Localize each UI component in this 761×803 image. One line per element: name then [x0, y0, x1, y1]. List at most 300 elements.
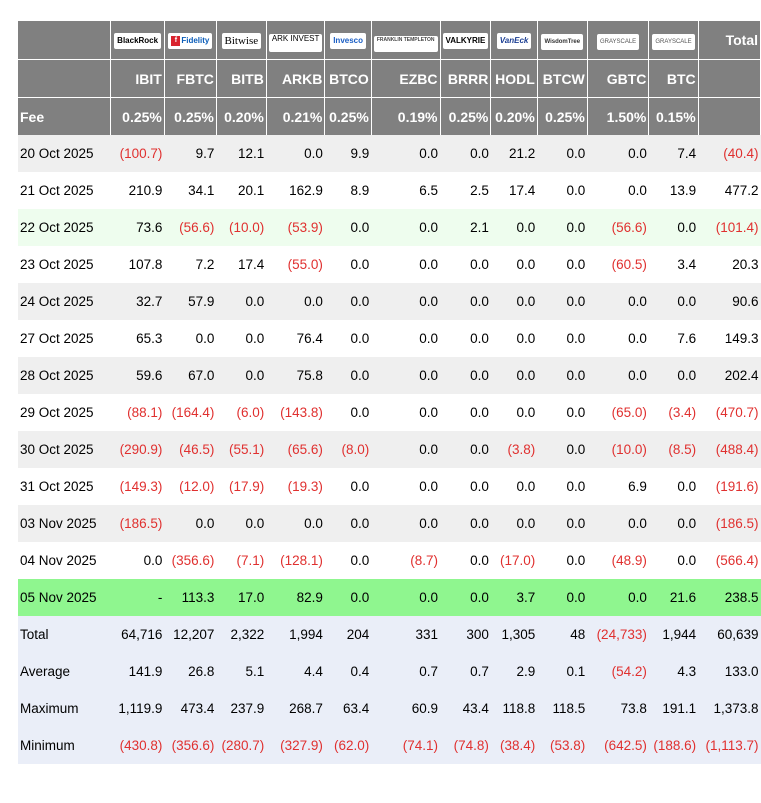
flow-value-cell: 0.0: [164, 505, 216, 542]
etf-flow-table-container: [18, 21, 761, 764]
summary-value-cell: (54.2): [587, 653, 649, 690]
flow-value-cell: 0.0: [537, 135, 587, 172]
summary-value-cell: 73.8: [587, 690, 649, 727]
date-cell: 23 Oct 2025: [18, 246, 111, 283]
flow-value-cell: (100.7): [111, 135, 164, 172]
flow-value-cell: 0.0: [325, 246, 371, 283]
summary-value-cell: (280.7): [216, 727, 266, 764]
fee-cell: 0.19%: [371, 98, 440, 136]
flow-value-cell: 162.9: [266, 172, 325, 209]
fee-cell: 0.20%: [491, 98, 537, 136]
flow-value-cell: 0.0: [371, 135, 440, 172]
flow-value-cell: 0.0: [649, 542, 698, 579]
summary-value-cell: 1,119.9: [111, 690, 164, 727]
row-total-cell: 90.6: [698, 283, 760, 320]
corner-cell: [18, 21, 111, 60]
table-row: [18, 246, 761, 283]
flow-value-cell: 73.6: [111, 209, 164, 246]
row-total-cell: (40.4): [698, 135, 760, 172]
summary-value-cell: 118.5: [537, 690, 587, 727]
flow-value-cell: (55.1): [216, 431, 266, 468]
date-cell: 03 Nov 2025: [18, 505, 111, 542]
flow-value-cell: 0.0: [491, 320, 537, 357]
flow-value-cell: 0.0: [537, 394, 587, 431]
flow-value-cell: 0.0: [371, 394, 440, 431]
flow-value-cell: (8.5): [649, 431, 698, 468]
fee-cell: 0.15%: [649, 98, 698, 136]
flow-value-cell: 9.9: [325, 135, 371, 172]
flow-value-cell: 210.9: [111, 172, 164, 209]
summary-total-cell: 1,373.8: [698, 690, 760, 727]
fee-row: [18, 98, 761, 136]
flow-value-cell: (65.6): [266, 431, 325, 468]
grayscale-logo: [652, 34, 694, 50]
summary-value-cell: 1,305: [491, 616, 537, 653]
flow-value-cell: 0.0: [216, 357, 266, 394]
flow-value-cell: 8.9: [325, 172, 371, 209]
flow-value-cell: 59.6: [111, 357, 164, 394]
flow-value-cell: 0.0: [587, 283, 649, 320]
table-body: [18, 21, 761, 764]
flow-value-cell: 0.0: [491, 209, 537, 246]
fidelity-box-icon: f: [171, 36, 180, 46]
flow-value-cell: (88.1): [111, 394, 164, 431]
issuer-logo-text: FRANKLIN TEMPLETON: [376, 36, 435, 43]
flow-value-cell: 0.0: [649, 209, 698, 246]
flow-value-cell: 0.0: [491, 246, 537, 283]
flow-value-cell: 0.0: [537, 468, 587, 505]
summary-value-cell: 26.8: [164, 653, 216, 690]
row-total-cell: 149.3: [698, 320, 760, 357]
bitwise-logo: [222, 33, 262, 49]
flow-value-cell: 0.0: [325, 209, 371, 246]
summary-value-cell: 4.3: [649, 653, 698, 690]
flow-value-cell: (128.1): [266, 542, 325, 579]
flow-value-cell: (8.0): [325, 431, 371, 468]
summary-value-cell: (24,733): [587, 616, 649, 653]
flow-value-cell: 0.0: [266, 135, 325, 172]
row-total-cell: (191.6): [698, 468, 760, 505]
table-row: [18, 579, 761, 616]
row-total-cell: 238.5: [698, 579, 760, 616]
row-total-cell: (470.7): [698, 394, 760, 431]
flow-value-cell: 0.0: [440, 505, 491, 542]
summary-label-cell: Minimum: [18, 727, 111, 764]
summary-value-cell: 1,944: [649, 616, 698, 653]
flow-value-cell: (143.8): [266, 394, 325, 431]
flow-value-cell: 13.9: [649, 172, 698, 209]
total-header: Total: [698, 21, 760, 60]
flow-value-cell: 0.0: [587, 505, 649, 542]
table-row: [18, 172, 761, 209]
summary-row: [18, 727, 761, 764]
date-cell: 30 Oct 2025: [18, 431, 111, 468]
flow-value-cell: 82.9: [266, 579, 325, 616]
summary-value-cell: 0.4: [325, 653, 371, 690]
table-row: [18, 209, 761, 246]
ticker-cell: FBTC: [164, 60, 216, 98]
date-cell: 29 Oct 2025: [18, 394, 111, 431]
date-cell: 22 Oct 2025: [18, 209, 111, 246]
summary-value-cell: 331: [371, 616, 440, 653]
summary-value-cell: 5.1: [216, 653, 266, 690]
flow-value-cell: 0.0: [371, 468, 440, 505]
flow-value-cell: 0.0: [537, 431, 587, 468]
flow-value-cell: 113.3: [164, 579, 216, 616]
summary-value-cell: 191.1: [649, 690, 698, 727]
row-total-cell: (186.5): [698, 505, 760, 542]
fee-cell: 1.50%: [587, 98, 649, 136]
summary-value-cell: 4.4: [266, 653, 325, 690]
flow-value-cell: 0.0: [325, 394, 371, 431]
table-row: [18, 431, 761, 468]
flow-value-cell: 0.0: [440, 246, 491, 283]
flow-value-cell: 0.0: [491, 394, 537, 431]
issuer-logo-cell: [491, 21, 537, 60]
flow-value-cell: (3.8): [491, 431, 537, 468]
ticker-label-cell: [18, 60, 111, 98]
flow-value-cell: 0.0: [325, 320, 371, 357]
flow-value-cell: 9.7: [164, 135, 216, 172]
summary-total-cell: 60,639: [698, 616, 760, 653]
flow-value-cell: 0.0: [325, 579, 371, 616]
issuer-logo-text: GRAYSCALE: [655, 38, 692, 45]
summary-value-cell: (53.8): [537, 727, 587, 764]
ticker-cell: BTCW: [537, 60, 587, 98]
flow-value-cell: 0.0: [537, 209, 587, 246]
summary-value-cell: 1,994: [266, 616, 325, 653]
grayscale-logo: [597, 34, 639, 50]
flow-value-cell: 0.0: [371, 209, 440, 246]
flow-value-cell: 17.0: [216, 579, 266, 616]
summary-value-cell: (38.4): [491, 727, 537, 764]
issuer-logo-cell: [164, 21, 216, 60]
flow-value-cell: 0.0: [537, 542, 587, 579]
flow-value-cell: 75.8: [266, 357, 325, 394]
summary-value-cell: (74.1): [371, 727, 440, 764]
flow-value-cell: 0.0: [325, 357, 371, 394]
franklin-templeton-logo: [374, 36, 438, 52]
flow-value-cell: 107.8: [111, 246, 164, 283]
valkyrie-logo: [443, 33, 489, 49]
summary-value-cell: (74.8): [440, 727, 491, 764]
flow-value-cell: (55.0): [266, 246, 325, 283]
flow-value-cell: (3.4): [649, 394, 698, 431]
summary-value-cell: 204: [325, 616, 371, 653]
blackrock-logo: [114, 33, 161, 49]
summary-value-cell: 64,716: [111, 616, 164, 653]
flow-value-cell: 0.0: [587, 172, 649, 209]
date-cell: 28 Oct 2025: [18, 357, 111, 394]
flow-value-cell: 0.0: [440, 394, 491, 431]
summary-row: [18, 690, 761, 727]
flow-value-cell: 0.0: [537, 172, 587, 209]
flow-value-cell: 0.0: [325, 468, 371, 505]
summary-value-cell: (642.5): [587, 727, 649, 764]
flow-value-cell: 0.0: [440, 320, 491, 357]
invesco-logo: [330, 33, 366, 49]
flow-value-cell: 0.0: [440, 283, 491, 320]
flow-value-cell: 0.0: [216, 283, 266, 320]
summary-total-cell: (1,113.7): [698, 727, 760, 764]
ticker-cell: IBIT: [111, 60, 164, 98]
flow-value-cell: 0.0: [371, 431, 440, 468]
flow-value-cell: 0.0: [371, 246, 440, 283]
row-total-cell: (101.4): [698, 209, 760, 246]
flow-value-cell: 34.1: [164, 172, 216, 209]
issuer-logo-text: Invesco: [333, 36, 363, 45]
table-row: [18, 283, 761, 320]
flow-value-cell: (48.9): [587, 542, 649, 579]
flow-value-cell: 0.0: [537, 579, 587, 616]
flow-value-cell: 0.0: [587, 579, 649, 616]
issuer-logo-row: [18, 21, 761, 60]
flow-value-cell: 0.0: [440, 431, 491, 468]
vaneck-logo: [497, 33, 532, 49]
flow-value-cell: (56.6): [587, 209, 649, 246]
wisdomtree-logo: [541, 34, 583, 50]
flow-value-cell: 0.0: [537, 320, 587, 357]
issuer-logo-text: Bitwise: [224, 34, 259, 47]
date-cell: 31 Oct 2025: [18, 468, 111, 505]
flow-value-cell: (290.9): [111, 431, 164, 468]
fee-total-cell: [698, 98, 760, 136]
fee-label: Fee: [18, 98, 111, 136]
flow-value-cell: 0.0: [371, 283, 440, 320]
flow-value-cell: 0.0: [491, 357, 537, 394]
ark-invest-logo: [269, 34, 323, 52]
table-row: [18, 394, 761, 431]
summary-value-cell: 268.7: [266, 690, 325, 727]
summary-value-cell: 473.4: [164, 690, 216, 727]
flow-value-cell: (8.7): [371, 542, 440, 579]
flow-value-cell: 2.5: [440, 172, 491, 209]
flow-value-cell: 0.0: [440, 579, 491, 616]
issuer-logo-cell: [111, 21, 164, 60]
flow-value-cell: (17.0): [491, 542, 537, 579]
date-cell: 24 Oct 2025: [18, 283, 111, 320]
summary-value-cell: (356.6): [164, 727, 216, 764]
issuer-logo-text: VALKYRIE: [445, 36, 486, 45]
ticker-cell: HODL: [491, 60, 537, 98]
flow-value-cell: 65.3: [111, 320, 164, 357]
flow-value-cell: 0.0: [649, 357, 698, 394]
flow-value-cell: 0.0: [440, 468, 491, 505]
flow-value-cell: 20.1: [216, 172, 266, 209]
flow-value-cell: 0.0: [649, 468, 698, 505]
summary-value-cell: 63.4: [325, 690, 371, 727]
fidelity-logo: [168, 33, 212, 49]
summary-value-cell: 12,207: [164, 616, 216, 653]
summary-value-cell: 237.9: [216, 690, 266, 727]
flow-value-cell: 0.0: [587, 357, 649, 394]
issuer-logo-text: VanEck: [499, 36, 529, 45]
table-row: [18, 320, 761, 357]
summary-value-cell: 2,322: [216, 616, 266, 653]
fee-cell: 0.25%: [440, 98, 491, 136]
flow-value-cell: 0.0: [371, 320, 440, 357]
flow-value-cell: 0.0: [537, 505, 587, 542]
flow-value-cell: (53.9): [266, 209, 325, 246]
date-cell: 20 Oct 2025: [18, 135, 111, 172]
ticker-cell: BTCO: [325, 60, 371, 98]
issuer-logo-text: Fidelity: [181, 36, 210, 45]
date-cell: 04 Nov 2025: [18, 542, 111, 579]
ticker-cell: GBTC: [587, 60, 649, 98]
issuer-logo-cell: [649, 21, 698, 60]
flow-value-cell: 17.4: [491, 172, 537, 209]
flow-value-cell: 0.0: [440, 135, 491, 172]
flow-value-cell: 0.0: [111, 542, 164, 579]
summary-value-cell: 60.9: [371, 690, 440, 727]
flow-value-cell: 0.0: [266, 505, 325, 542]
issuer-logo-text: GRAYSCALE: [599, 38, 637, 45]
row-total-cell: (566.4): [698, 542, 760, 579]
summary-label-cell: Total: [18, 616, 111, 653]
flow-value-cell: 0.0: [164, 320, 216, 357]
fee-cell: 0.25%: [111, 98, 164, 136]
flow-value-cell: 0.0: [491, 283, 537, 320]
flow-value-cell: 0.0: [649, 505, 698, 542]
flow-value-cell: (60.5): [587, 246, 649, 283]
issuer-logo-cell: [371, 21, 440, 60]
ticker-cell: EZBC: [371, 60, 440, 98]
flow-value-cell: 76.4: [266, 320, 325, 357]
issuer-logo-cell: [587, 21, 649, 60]
flow-value-cell: 7.4: [649, 135, 698, 172]
row-total-cell: 20.3: [698, 246, 760, 283]
summary-value-cell: (62.0): [325, 727, 371, 764]
flow-value-cell: 0.0: [266, 283, 325, 320]
table-row: [18, 542, 761, 579]
flow-value-cell: (12.0): [164, 468, 216, 505]
issuer-logo-cell: [266, 21, 325, 60]
flow-value-cell: 0.0: [491, 468, 537, 505]
flow-value-cell: 0.0: [440, 357, 491, 394]
flow-value-cell: 6.9: [587, 468, 649, 505]
date-cell: 27 Oct 2025: [18, 320, 111, 357]
summary-row: [18, 653, 761, 690]
summary-total-cell: 133.0: [698, 653, 760, 690]
flow-value-cell: 0.0: [537, 246, 587, 283]
summary-value-cell: 43.4: [440, 690, 491, 727]
flow-value-cell: 0.0: [371, 505, 440, 542]
summary-value-cell: 0.1: [537, 653, 587, 690]
summary-row: [18, 616, 761, 653]
flow-value-cell: (164.4): [164, 394, 216, 431]
issuer-logo-cell: [216, 21, 266, 60]
flow-value-cell: 17.4: [216, 246, 266, 283]
table-row: [18, 505, 761, 542]
ticker-cell: BRRR: [440, 60, 491, 98]
flow-value-cell: 2.1: [440, 209, 491, 246]
summary-value-cell: 118.8: [491, 690, 537, 727]
flow-value-cell: (65.0): [587, 394, 649, 431]
bitcoin-etf-flows-table: [18, 21, 761, 764]
fee-cell: 0.25%: [164, 98, 216, 136]
fee-cell: 0.21%: [266, 98, 325, 136]
flow-value-cell: 0.0: [440, 542, 491, 579]
ticker-cell: BITB: [216, 60, 266, 98]
summary-label-cell: Average: [18, 653, 111, 690]
date-cell: 05 Nov 2025: [18, 579, 111, 616]
issuer-logo-cell: [537, 21, 587, 60]
flow-value-cell: (10.0): [216, 209, 266, 246]
summary-value-cell: 0.7: [440, 653, 491, 690]
flow-value-cell: 0.0: [537, 357, 587, 394]
issuer-logo-text: WisdomTree: [544, 38, 581, 45]
summary-value-cell: (188.6): [649, 727, 698, 764]
summary-value-cell: (430.8): [111, 727, 164, 764]
flow-value-cell: 0.0: [371, 357, 440, 394]
table-row: [18, 468, 761, 505]
issuer-logo-text: BlackRock: [117, 36, 159, 45]
flow-value-cell: 32.7: [111, 283, 164, 320]
summary-value-cell: (327.9): [266, 727, 325, 764]
summary-value-cell: 0.7: [371, 653, 440, 690]
flow-value-cell: 12.1: [216, 135, 266, 172]
flow-value-cell: 0.0: [537, 283, 587, 320]
date-cell: 21 Oct 2025: [18, 172, 111, 209]
flow-value-cell: 0.0: [325, 505, 371, 542]
ticker-row: [18, 60, 761, 98]
fee-cell: 0.20%: [216, 98, 266, 136]
flow-value-cell: 0.0: [371, 579, 440, 616]
flow-value-cell: 7.2: [164, 246, 216, 283]
flow-value-cell: 0.0: [587, 320, 649, 357]
table-row: [18, 357, 761, 394]
flow-value-cell: 0.0: [216, 505, 266, 542]
issuer-logo-cell: [440, 21, 491, 60]
row-total-cell: 202.4: [698, 357, 760, 394]
issuer-logo-text: ARK INVEST: [271, 33, 320, 43]
flow-value-cell: (10.0): [587, 431, 649, 468]
fee-cell: 0.25%: [325, 98, 371, 136]
flow-value-cell: 0.0: [491, 505, 537, 542]
summary-value-cell: 48: [537, 616, 587, 653]
table-row: [18, 135, 761, 172]
flow-value-cell: (186.5): [111, 505, 164, 542]
flow-value-cell: 0.0: [587, 135, 649, 172]
flow-value-cell: (7.1): [216, 542, 266, 579]
ticker-total-cell: [698, 60, 760, 98]
ticker-cell: ARKB: [266, 60, 325, 98]
row-total-cell: 477.2: [698, 172, 760, 209]
flow-value-cell: 0.0: [325, 542, 371, 579]
summary-value-cell: 300: [440, 616, 491, 653]
flow-value-cell: (149.3): [111, 468, 164, 505]
flow-value-cell: 0.0: [325, 283, 371, 320]
flow-value-cell: 21.6: [649, 579, 698, 616]
flow-value-cell: (6.0): [216, 394, 266, 431]
flow-value-cell: 0.0: [649, 283, 698, 320]
issuer-logo-cell: [325, 21, 371, 60]
flow-value-cell: -: [111, 579, 164, 616]
flow-value-cell: 3.4: [649, 246, 698, 283]
flow-value-cell: 67.0: [164, 357, 216, 394]
flow-value-cell: (19.3): [266, 468, 325, 505]
flow-value-cell: 57.9: [164, 283, 216, 320]
flow-value-cell: 21.2: [491, 135, 537, 172]
flow-value-cell: 7.6: [649, 320, 698, 357]
summary-label-cell: Maximum: [18, 690, 111, 727]
flow-value-cell: 6.5: [371, 172, 440, 209]
row-total-cell: (488.4): [698, 431, 760, 468]
summary-value-cell: 2.9: [491, 653, 537, 690]
flow-value-cell: (46.5): [164, 431, 216, 468]
flow-value-cell: (17.9): [216, 468, 266, 505]
flow-value-cell: 0.0: [216, 320, 266, 357]
